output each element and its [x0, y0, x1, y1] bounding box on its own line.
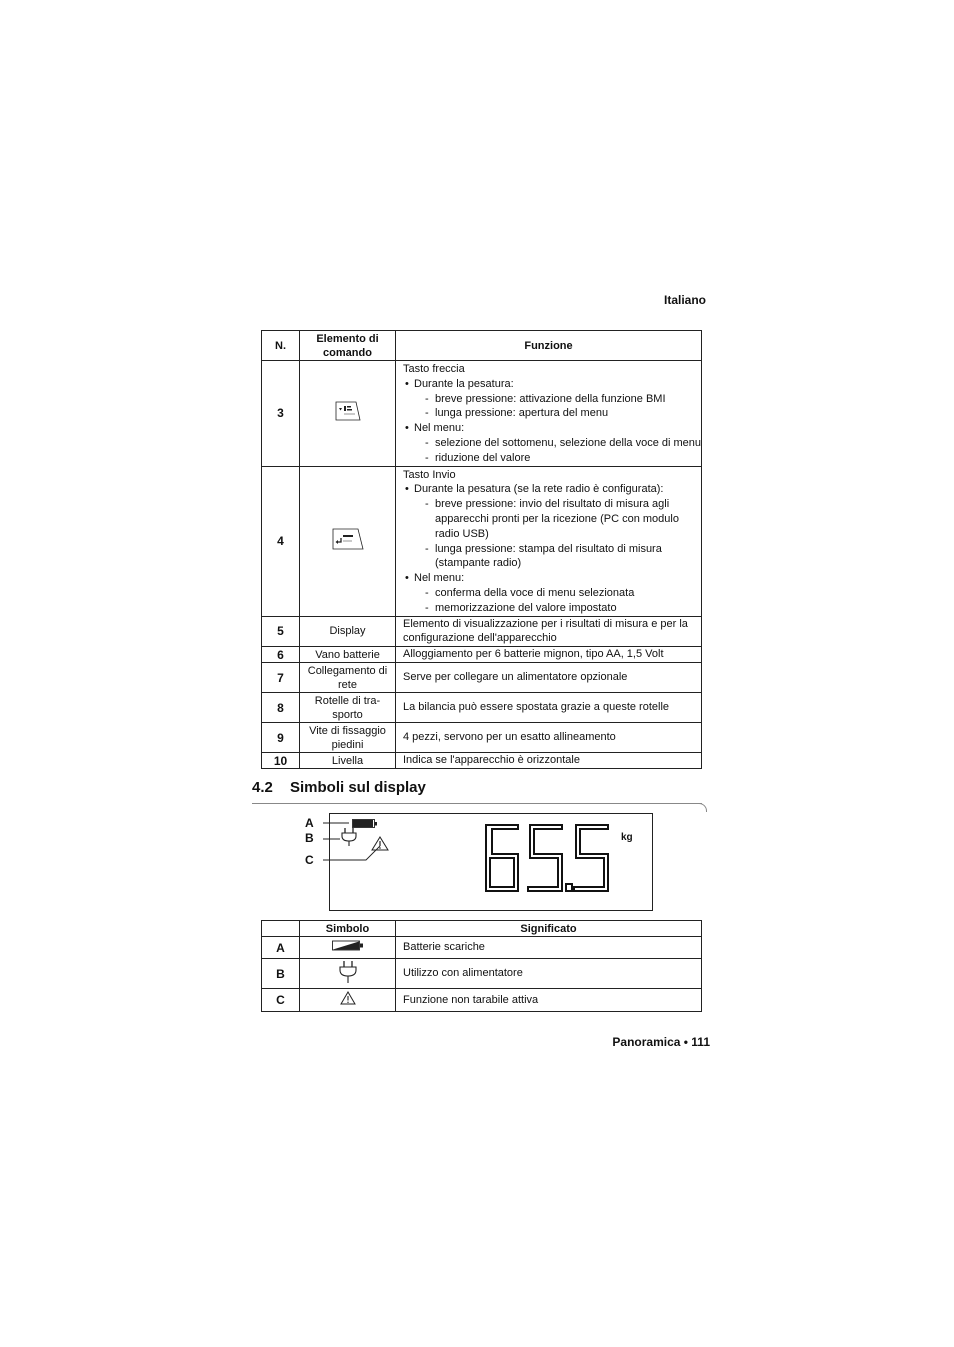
element-cell: Rotelle di tra-sporto [300, 693, 396, 723]
enter-key-icon [332, 528, 364, 550]
row-number: 4 [262, 466, 300, 616]
table-row [262, 989, 702, 1012]
list-item-text: Nel menu: [414, 572, 465, 585]
symbol-cell [300, 937, 396, 959]
section-number: 4.2 [252, 779, 273, 796]
element-cell: Collegamento di rete [300, 663, 396, 693]
row-number: 6 [262, 647, 300, 663]
element-cell: Vano batterie [300, 647, 396, 663]
warning-triangle-icon [371, 836, 389, 851]
function-cell: Serve per collegare un alimentatore opzionale [396, 663, 702, 693]
arrow-key-icon [335, 401, 361, 421]
meaning-cell: Funzione non tarabile attiva [396, 989, 702, 1012]
symbol-cell [300, 959, 396, 989]
list-item: - breve pressione: invio del risultato di misura agli apparecchi pronti per la ricezione (PC con modulo radio USB) [414, 497, 701, 541]
display-label-b: B [305, 831, 314, 845]
list-item-text: Nel menu: [414, 422, 465, 435]
row-number: 9 [262, 723, 300, 753]
col-header-function: Funzione [396, 331, 702, 361]
symbols-table [261, 920, 702, 1012]
symbol-cell [300, 989, 396, 1012]
warning-triangle-icon [340, 991, 356, 1005]
table-header-row [262, 331, 702, 361]
battery-low-icon [332, 940, 364, 951]
table-header-row [262, 921, 702, 937]
section-rule-corner [698, 803, 707, 812]
function-cell [396, 361, 702, 467]
function-cell: La bilancia può essere spostata grazie a queste rotelle [396, 693, 702, 723]
meaning-cell: Batterie scariche [396, 937, 702, 959]
list-item: - conferma della voce di menu selezionata [414, 586, 701, 601]
table-row [262, 723, 702, 753]
row-number: 10 [262, 753, 300, 769]
display-label-c: C [305, 853, 314, 867]
control-cell [300, 361, 396, 467]
function-cell: 4 pezzi, servono per un esatto allineamento [396, 723, 702, 753]
plug-icon [338, 960, 358, 984]
list-item: - lunga pressione: stampa del risultato di misura (stampante radio) [414, 542, 701, 572]
unit-label: kg [621, 832, 633, 843]
list-item [403, 482, 701, 571]
table-row [262, 616, 702, 647]
symbol-letter: A [262, 937, 300, 959]
list-item: - lunga pressione: apertura del menu [414, 406, 701, 421]
page-footer: Panoramica • 111 [612, 1035, 710, 1049]
list-item: - selezione del sottomenu, selezione della voce di menu [414, 436, 701, 451]
element-cell: Vite di fissaggio piedini [300, 723, 396, 753]
symbol-letter: B [262, 959, 300, 989]
table-row [262, 937, 702, 959]
col-header-symbol: Simbolo [300, 921, 396, 937]
section-rule [252, 803, 702, 804]
row-number: 8 [262, 693, 300, 723]
table-row [262, 466, 702, 616]
function-cell: Elemento di visualizzazione per i risultati di misura e per la configurazione dell'apparecchio [396, 616, 702, 647]
list-item: - breve pressione: attivazione della funzione BMI [414, 392, 701, 407]
list-item-text: Durante la pesatura (se la rete radio è configurata): [414, 483, 664, 496]
row-number: 7 [262, 663, 300, 693]
control-cell [300, 466, 396, 616]
display-label-a: A [305, 816, 314, 830]
row-number: 3 [262, 361, 300, 467]
page-header-language: Italiano [663, 293, 706, 307]
function-cell: Alloggiamento per 6 batterie mignon, tipo AA, 1,5 Volt [396, 647, 702, 663]
table-row [262, 693, 702, 723]
list-item [403, 377, 701, 421]
table-row [262, 663, 702, 693]
col-header-meaning: Significato [396, 921, 702, 937]
table-row [262, 647, 702, 663]
section-title: Simboli sul display [290, 779, 426, 796]
lcd-digits [482, 822, 612, 894]
symbol-letter: C [262, 989, 300, 1012]
function-title: Tasto freccia [403, 363, 465, 375]
controls-table [261, 330, 702, 769]
function-cell [396, 466, 702, 616]
element-cell: Livella [300, 753, 396, 769]
table-row [262, 361, 702, 467]
col-header-element: Elemento di comando [300, 331, 396, 361]
table-row [262, 753, 702, 769]
list-item [403, 571, 701, 615]
row-number: 5 [262, 616, 300, 647]
lcd-digits-value: 65.5 [482, 822, 484, 823]
table-row [262, 959, 702, 989]
function-cell: Indica se l'apparecchio è orizzontale [396, 753, 702, 769]
section-heading [252, 779, 426, 796]
meaning-cell: Utilizzo con alimentatore [396, 959, 702, 989]
list-item: - riduzione del valore [414, 451, 701, 466]
col-header-n: N. [262, 331, 300, 361]
plug-icon [339, 827, 359, 847]
list-item-text: Durante la pesatura: [414, 377, 514, 390]
col-header-blank [262, 921, 300, 937]
list-item: - memorizzazione del valore impostato [414, 601, 701, 616]
function-title: Tasto Invio [403, 468, 456, 481]
element-cell: Display [300, 616, 396, 647]
list-item [403, 421, 701, 465]
